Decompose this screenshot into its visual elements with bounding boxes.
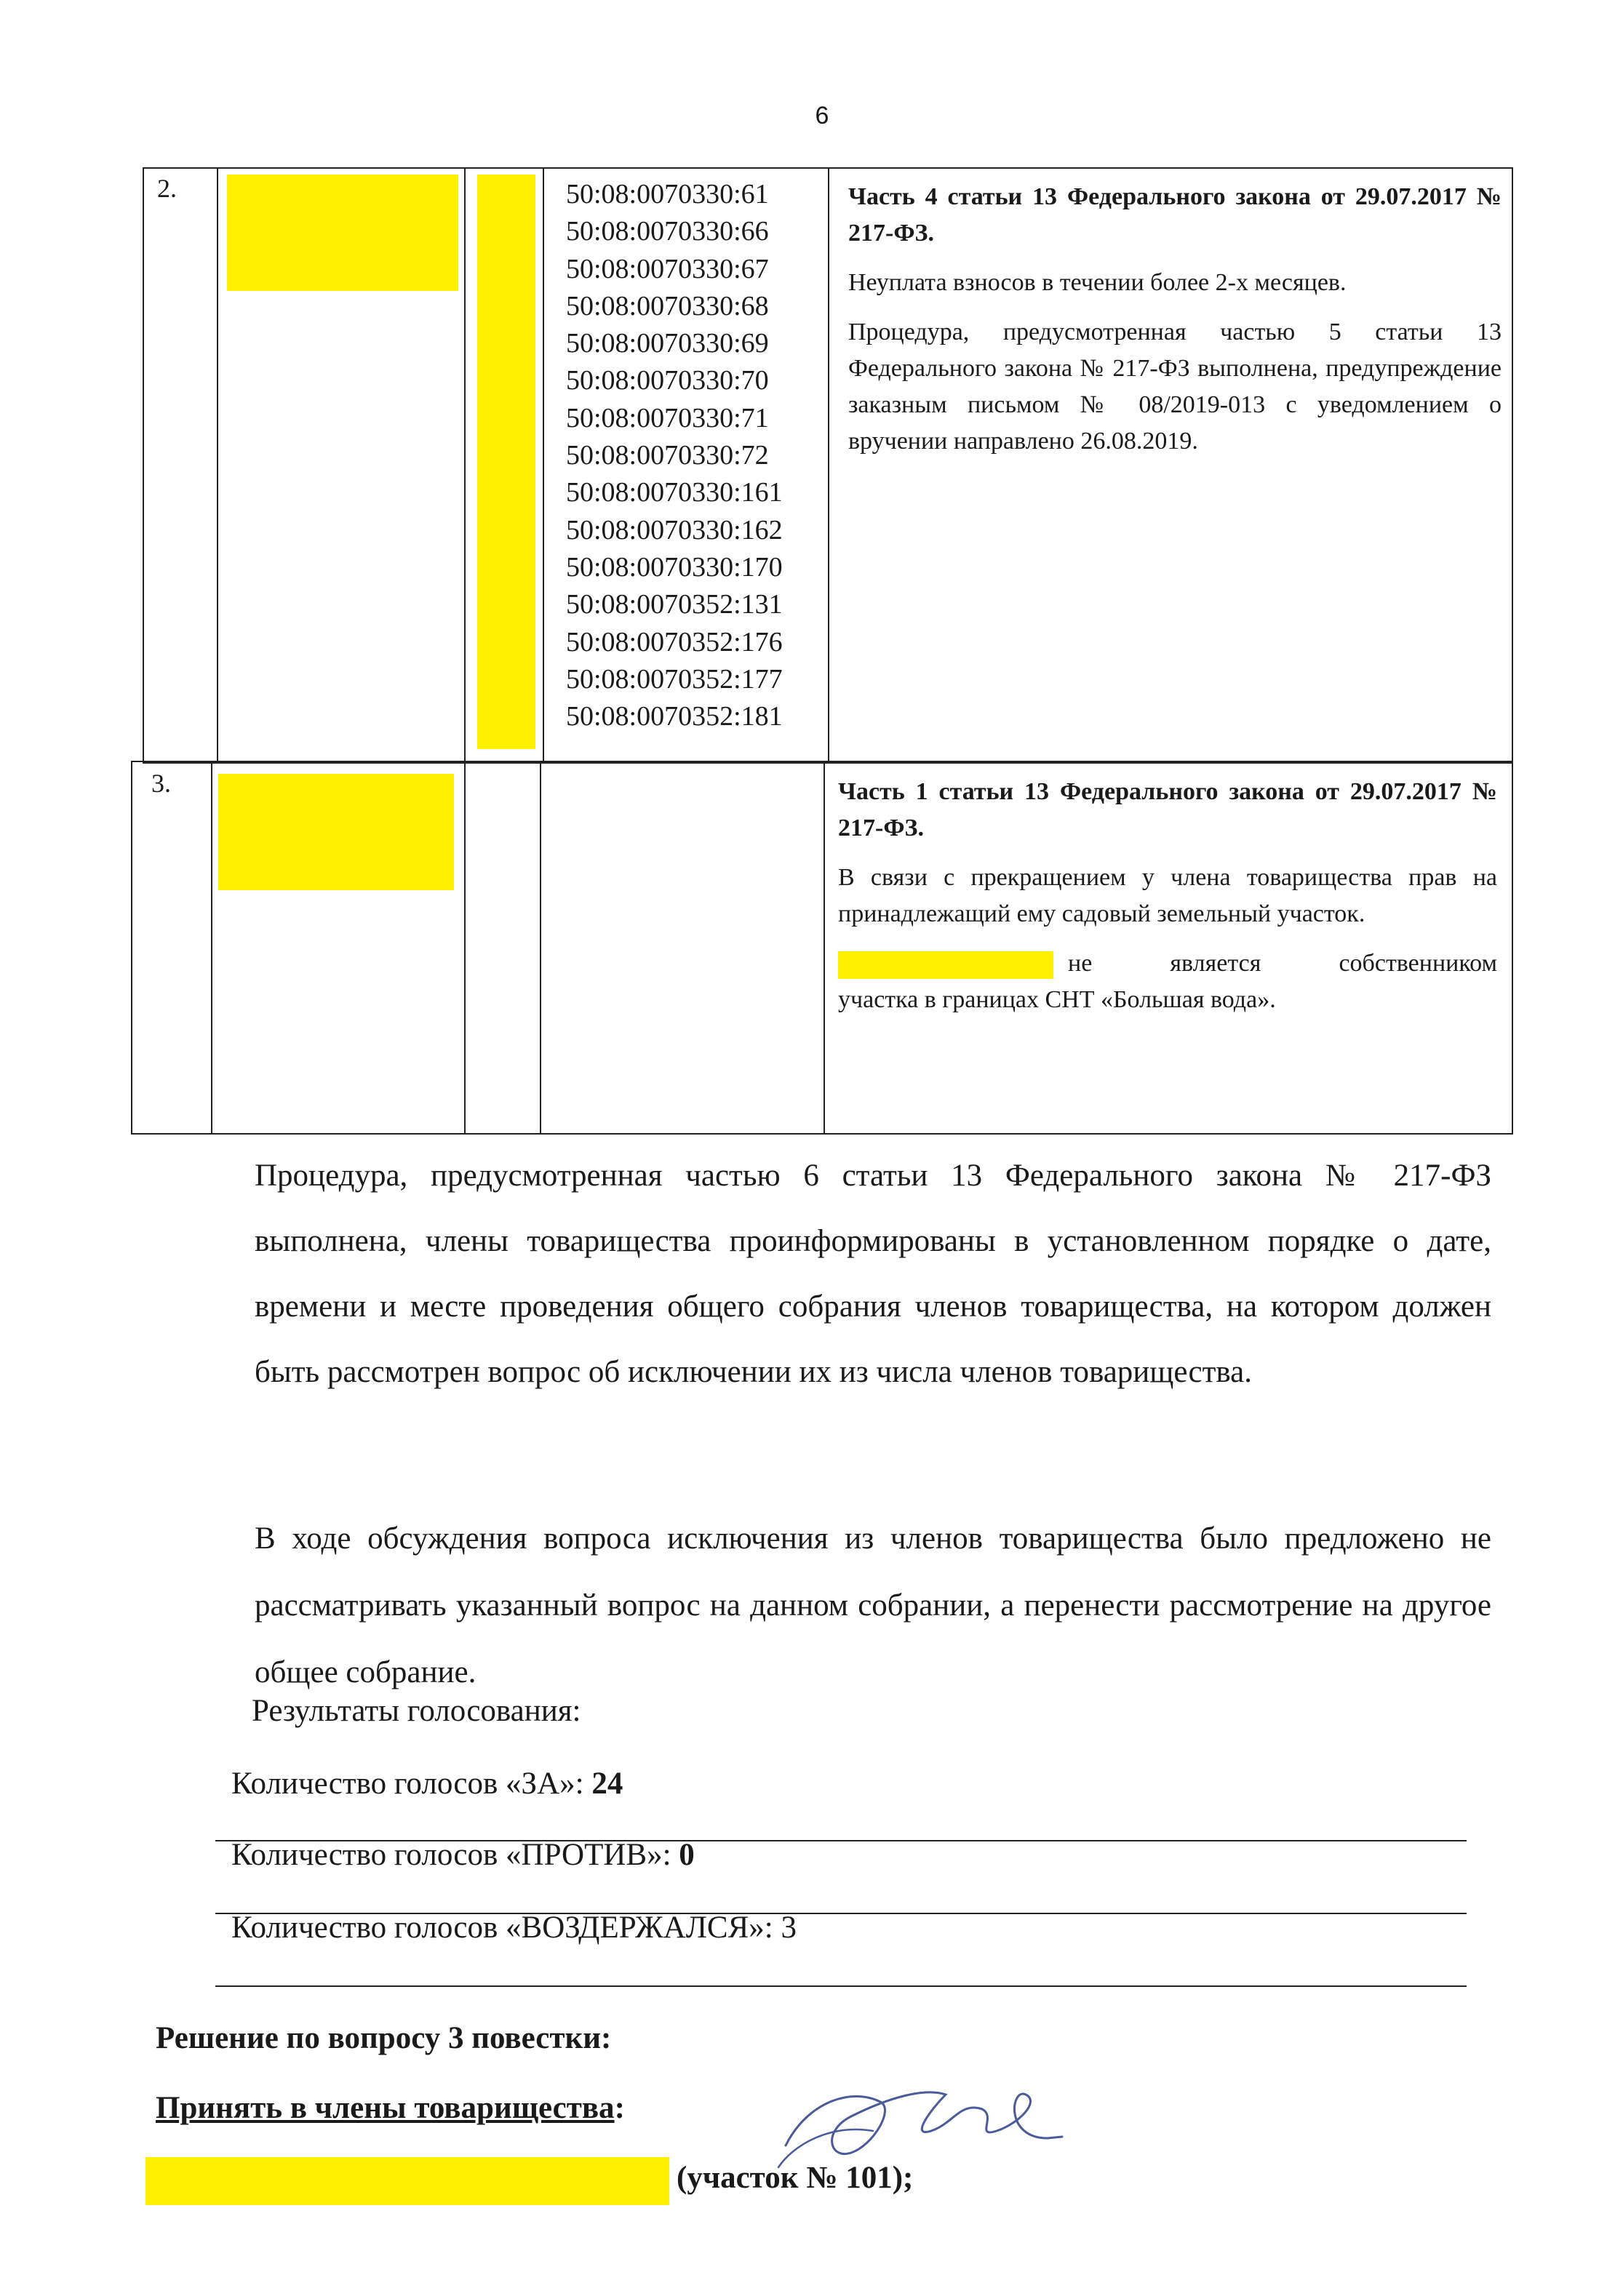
table-row — [131, 761, 1513, 1135]
cadastral-number: 50:08:0070352:131 — [566, 589, 783, 620]
votes-abstain — [231, 1910, 797, 1945]
table-divider — [828, 169, 829, 762]
reason-text: В связи с прекращением у члена товарищества прав на принадлежащий ему садовый земельный участок. — [838, 864, 1497, 927]
cadastral-number: 50:08:0070330:68 — [566, 290, 769, 321]
divider — [215, 1985, 1467, 1987]
redacted-name — [218, 774, 454, 890]
table-divider — [211, 762, 212, 1133]
votes-for-value: 24 — [591, 1767, 623, 1801]
redacted-name — [145, 2157, 669, 2205]
table-divider — [464, 169, 466, 762]
decision-heading: Решение по вопросу 3 повестки: — [156, 2021, 612, 2055]
redacted-name — [227, 175, 458, 291]
votes-against-label: Количество голосов «ПРОТИВ»: — [231, 1838, 679, 1872]
cadastral-number: 50:08:0070330:70 — [566, 365, 769, 396]
page-number: 6 — [815, 102, 829, 129]
votes-abstain-value: 3 — [781, 1911, 797, 1945]
cadastral-number: 50:08:0070330:71 — [566, 402, 769, 433]
cadastral-number: 50:08:0070352:176 — [566, 626, 783, 657]
row-number: 3. — [151, 769, 171, 798]
vote-heading: Результаты голосования: — [252, 1694, 581, 1728]
cadastral-number: 50:08:0070330:69 — [566, 328, 769, 359]
redacted-name — [838, 951, 1053, 979]
table-divider — [540, 762, 541, 1133]
cadastral-numbers — [566, 176, 783, 735]
reason-cell — [838, 774, 1497, 1018]
reason-procedure: Процедура, предусмотренная частью 5 статьи 13 Федерального закона № 217-ФЗ выполнена, предупреждение заказным письмом № 08/2019-013 с уведомлением о вручении направлено 26.08.2019. — [848, 319, 1502, 455]
cadastral-number: 50:08:0070330:67 — [566, 253, 769, 284]
accept-label: Принять в члены товарищества — [156, 2091, 615, 2125]
cadastral-number: 50:08:0070330:161 — [566, 477, 783, 508]
table-divider — [464, 762, 466, 1133]
reason-owner-text-2: участка в границах СНТ «Большая вода». — [838, 986, 1276, 1013]
votes-abstain-label: Количество голосов «ВОЗДЕРЖАЛСЯ»: — [231, 1911, 781, 1945]
accept-colon: : — [614, 2091, 625, 2125]
table-divider — [824, 762, 825, 1133]
reason-owner-text: не является собственником — [1068, 950, 1497, 977]
table-divider — [217, 169, 218, 762]
cadastral-number: 50:08:0070330:162 — [566, 514, 783, 545]
table-row — [143, 167, 1513, 764]
cadastral-number: 50:08:0070330:61 — [566, 179, 769, 209]
cadastral-number: 50:08:0070352:177 — [566, 663, 783, 695]
reason-title: Часть 1 статьи 13 Федерального закона от 29.07.2017 № 217-ФЗ. — [838, 778, 1497, 841]
procedure-paragraph: Процедура, предусмотренная частью 6 статьи 13 Федерального закона № 217-ФЗ выполнена, члены товарищества проинформированы в установленном порядке о дате, времени и месте проведения общего собрания членов товарищества, на котором должен быть рассмотрен вопрос об исключении их из числа членов товарищества. — [255, 1159, 1491, 1389]
reason-cell — [848, 179, 1502, 473]
plot-number: (участок № 101); — [677, 2161, 914, 2195]
table-divider — [543, 169, 544, 762]
accept-line — [156, 2090, 625, 2126]
cadastral-number: 50:08:0070330:170 — [566, 551, 783, 583]
votes-against-value: 0 — [679, 1838, 695, 1872]
redacted-plot — [477, 175, 535, 749]
discussion-paragraph: В ходе обсуждения вопроса исключения из членов товарищества было предложено не рассматривать указанный вопрос на данном собрании, а перенести рассмотрение на другое общее собрание. — [255, 1521, 1491, 1689]
cadastral-number: 50:08:0070330:66 — [566, 216, 769, 247]
signature-image — [764, 2058, 1077, 2175]
reason-title: Часть 4 статьи 13 Федерального закона от 29.07.2017 № 217-ФЗ. — [848, 183, 1502, 247]
cadastral-number: 50:08:0070352:181 — [566, 701, 783, 732]
reason-text: Неуплата взносов в течении более 2-х месяцев. — [848, 269, 1347, 296]
row-number: 2. — [157, 174, 177, 203]
cadastral-number: 50:08:0070330:72 — [566, 440, 769, 471]
votes-for-label: Количество голосов «ЗА»: — [231, 1767, 592, 1801]
votes-for — [231, 1766, 623, 1801]
votes-against — [231, 1837, 695, 1873]
